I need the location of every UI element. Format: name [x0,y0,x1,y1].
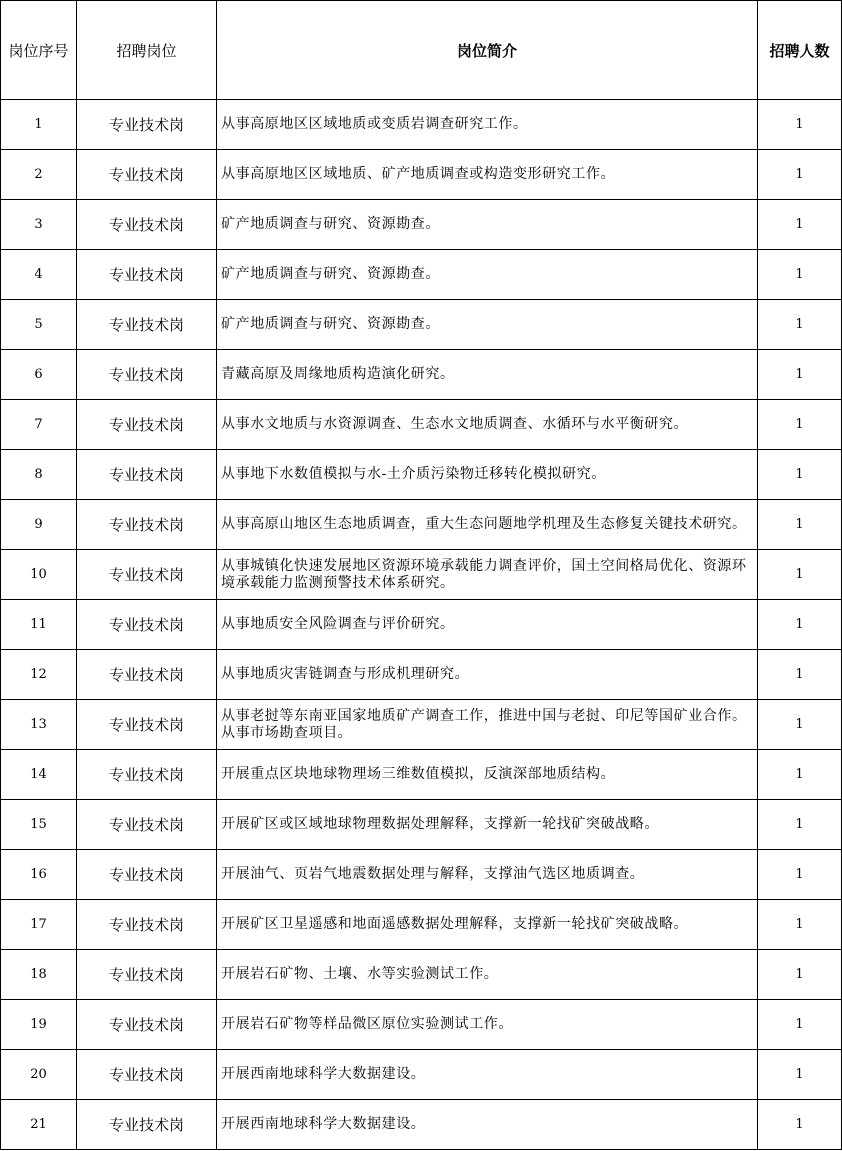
cell-desc: 矿产地质调查与研究、资源勘查。 [217,300,758,350]
table-row [1,300,842,350]
cell-desc: 开展重点区块地球物理场三维数值模拟，反演深部地质结构。 [217,750,758,800]
header-desc: 岗位简介 [217,1,758,100]
table-row [1,800,842,850]
cell-desc: 矿产地质调查与研究、资源勘查。 [217,250,758,300]
cell-post: 专业技术岗 [77,200,217,250]
cell-post: 专业技术岗 [77,800,217,850]
cell-post: 专业技术岗 [77,1100,217,1150]
table-row [1,200,842,250]
cell-post: 专业技术岗 [77,750,217,800]
cell-desc: 矿产地质调查与研究、资源勘查。 [217,200,758,250]
cell-desc: 开展矿区或区域地球物理数据处理解释，支撑新一轮找矿突破战略。 [217,800,758,850]
cell-desc: 从事高原地区区域地质、矿产地质调查或构造变形研究工作。 [217,150,758,200]
cell-desc: 开展油气、页岩气地震数据处理与解释，支撑油气选区地质调查。 [217,850,758,900]
cell-post: 专业技术岗 [77,650,217,700]
cell-seq: 6 [1,350,77,400]
cell-seq: 20 [1,1050,77,1100]
cell-count: 1 [758,450,842,500]
cell-post: 专业技术岗 [77,250,217,300]
cell-count: 1 [758,600,842,650]
cell-desc: 从事地下水数值模拟与水-土介质污染物迁移转化模拟研究。 [217,450,758,500]
table-row [1,650,842,700]
cell-desc: 开展西南地球科学大数据建设。 [217,1050,758,1100]
cell-post: 专业技术岗 [77,1050,217,1100]
cell-count: 1 [758,1000,842,1050]
cell-count: 1 [758,1050,842,1100]
cell-post: 专业技术岗 [77,900,217,950]
cell-post: 专业技术岗 [77,1000,217,1050]
cell-seq: 10 [1,550,77,600]
header-seq: 岗位序号 [1,1,77,100]
table-row [1,150,842,200]
cell-desc: 从事水文地质与水资源调查、生态水文地质调查、水循环与水平衡研究。 [217,400,758,450]
table-row [1,1000,842,1050]
cell-count: 1 [758,1100,842,1150]
cell-seq: 15 [1,800,77,850]
cell-count: 1 [758,550,842,600]
cell-post: 专业技术岗 [77,850,217,900]
table-row [1,550,842,600]
table-row [1,450,842,500]
table-row [1,850,842,900]
table-row [1,1050,842,1100]
cell-count: 1 [758,250,842,300]
cell-count: 1 [758,200,842,250]
cell-desc: 开展岩石矿物、土壤、水等实验测试工作。 [217,950,758,1000]
cell-seq: 16 [1,850,77,900]
cell-post: 专业技术岗 [77,600,217,650]
cell-seq: 17 [1,900,77,950]
cell-seq: 18 [1,950,77,1000]
table-row [1,700,842,750]
cell-desc: 开展矿区卫星遥感和地面遥感数据处理解释，支撑新一轮找矿突破战略。 [217,900,758,950]
cell-seq: 14 [1,750,77,800]
table-row [1,250,842,300]
cell-seq: 12 [1,650,77,700]
cell-post: 专业技术岗 [77,150,217,200]
cell-desc: 从事高原山地区生态地质调查，重大生态问题地学机理及生态修复关键技术研究。 [217,500,758,550]
cell-post: 专业技术岗 [77,450,217,500]
cell-count: 1 [758,650,842,700]
table-row [1,1100,842,1150]
cell-post: 专业技术岗 [77,700,217,750]
cell-seq: 21 [1,1100,77,1150]
cell-post: 专业技术岗 [77,300,217,350]
cell-desc: 从事高原地区区域地质或变质岩调查研究工作。 [217,100,758,150]
header-count: 招聘人数 [758,1,842,100]
cell-post: 专业技术岗 [77,350,217,400]
cell-post: 专业技术岗 [77,500,217,550]
cell-seq: 1 [1,100,77,150]
cell-seq: 11 [1,600,77,650]
cell-post: 专业技术岗 [77,550,217,600]
table-row [1,950,842,1000]
cell-count: 1 [758,800,842,850]
cell-post: 专业技术岗 [77,400,217,450]
cell-count: 1 [758,850,842,900]
cell-count: 1 [758,750,842,800]
cell-desc: 从事地质安全风险调查与评价研究。 [217,600,758,650]
table-body [1,100,842,1150]
cell-post: 专业技术岗 [77,100,217,150]
cell-desc: 开展岩石矿物等样品微区原位实验测试工作。 [217,1000,758,1050]
cell-seq: 3 [1,200,77,250]
cell-post: 专业技术岗 [77,950,217,1000]
cell-seq: 8 [1,450,77,500]
table-row [1,900,842,950]
cell-desc: 从事老挝等东南亚国家地质矿产调查工作，推进中国与老挝、印尼等国矿业合作。从事市场勘查项目。 [217,700,758,750]
cell-desc: 青藏高原及周缘地质构造演化研究。 [217,350,758,400]
cell-seq: 5 [1,300,77,350]
cell-seq: 19 [1,1000,77,1050]
cell-count: 1 [758,350,842,400]
cell-count: 1 [758,900,842,950]
table-row [1,750,842,800]
table-row [1,500,842,550]
cell-seq: 13 [1,700,77,750]
cell-count: 1 [758,150,842,200]
cell-seq: 2 [1,150,77,200]
cell-seq: 7 [1,400,77,450]
cell-count: 1 [758,300,842,350]
cell-seq: 4 [1,250,77,300]
table-row [1,100,842,150]
cell-count: 1 [758,950,842,1000]
table-row [1,400,842,450]
cell-desc: 从事城镇化快速发展地区资源环境承载能力调查评价，国土空间格局优化、资源环境承载能力监测预警技术体系研究。 [217,550,758,600]
cell-seq: 9 [1,500,77,550]
cell-count: 1 [758,500,842,550]
header-post: 招聘岗位 [77,1,217,100]
cell-count: 1 [758,700,842,750]
table-row [1,600,842,650]
cell-desc: 从事地质灾害链调查与形成机理研究。 [217,650,758,700]
cell-desc: 开展西南地球科学大数据建设。 [217,1100,758,1150]
cell-count: 1 [758,400,842,450]
table-header-row [1,1,842,100]
cell-count: 1 [758,100,842,150]
table-row [1,350,842,400]
